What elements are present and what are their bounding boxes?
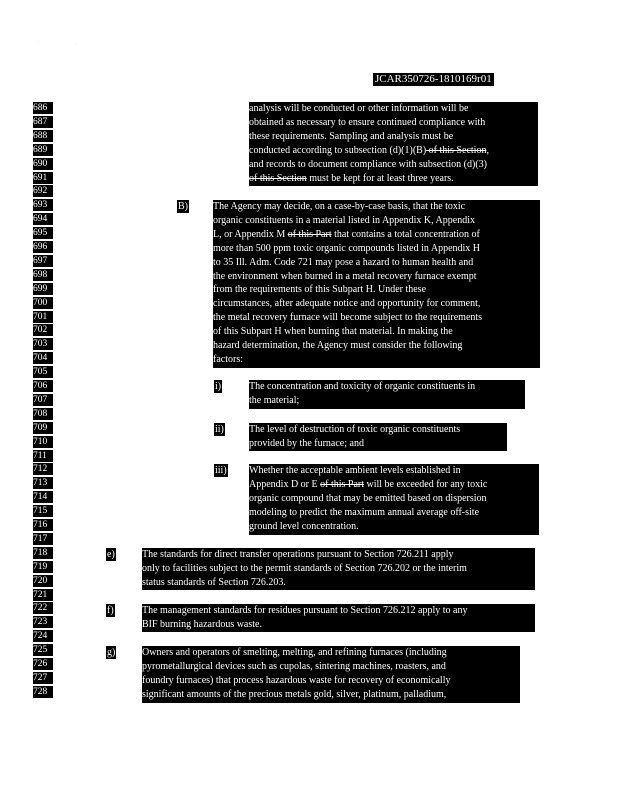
text-line — [213, 228, 540, 242]
line-number: 719 — [33, 561, 53, 573]
text-segment: conducted according to subsection (d)(1)(B) — [249, 144, 427, 156]
document-id-header: JCAR350726-1810169r01 — [375, 73, 492, 85]
text-line — [249, 144, 538, 158]
paragraph-continuation — [249, 102, 538, 186]
text-line: The Agency may decide, on a case-by-case basis, that the toxic — [213, 201, 466, 212]
text-line: obtained as necessary to ensure continued compliance with — [249, 116, 486, 128]
struck-text: of this Part — [320, 478, 364, 490]
line-number: 724 — [33, 630, 53, 642]
item-label-iii: iii) — [215, 465, 227, 476]
paragraph-ii — [249, 423, 507, 451]
line-number: 704 — [33, 352, 53, 364]
text-segment: will be exceeded for any toxic — [364, 478, 488, 490]
line-number: 721 — [33, 589, 53, 601]
paragraph-B — [213, 200, 540, 368]
paragraph-iii — [249, 464, 539, 535]
line-number: 708 — [33, 408, 53, 420]
struck-text: of this Part — [287, 228, 332, 240]
line-number: 717 — [33, 533, 53, 545]
text-line: the environment when burned in a metal recovery furnace exempt — [213, 270, 477, 282]
text-line: organic constituents in a material listed in Appendix K, Appendix — [213, 214, 475, 226]
line-number: 705 — [33, 366, 53, 378]
text-line: hazard determination, the Agency must consider the following — [213, 340, 463, 352]
text-segment: , — [486, 144, 489, 156]
scan-mark: · — [75, 43, 77, 48]
text-line: Owners and operators of smelting, melting, and refining furnaces (including — [142, 647, 447, 658]
text-line — [249, 478, 539, 492]
text-segment: that contains a total concentration of — [331, 228, 480, 240]
line-number: 709 — [33, 422, 53, 434]
line-number: 691 — [33, 172, 53, 184]
text-line: foundry furnaces) that process hazardous waste for recovery of economically — [142, 674, 451, 686]
line-number: 694 — [33, 213, 53, 225]
text-line: status standards of Section 726.203. — [142, 576, 286, 588]
line-number: 728 — [33, 686, 53, 698]
item-label-B: B) — [178, 201, 188, 212]
line-number: 707 — [33, 394, 53, 406]
line-number: 711 — [33, 450, 53, 462]
text-line: modeling to predict the maximum annual average off-site — [249, 506, 480, 518]
text-line: the metal recovery furnace will become subject to the requirements — [213, 312, 483, 324]
text-line: more than 500 ppm toxic organic compounds listed in Appendix H — [213, 242, 481, 254]
item-label-g: g) — [107, 647, 116, 658]
text-line: The concentration and toxicity of organic constituents in — [249, 381, 476, 392]
text-segment: L, or Appendix M — [213, 228, 288, 240]
item-label-e: e) — [107, 549, 115, 560]
text-segment: Appendix D or E — [249, 478, 321, 490]
text-line — [249, 172, 538, 186]
line-number: 702 — [33, 324, 53, 336]
struck-text: of this Section — [249, 172, 307, 184]
text-line: ground level concentration. — [249, 520, 359, 532]
text-line: significant amounts of the precious metals gold, silver, platinum, palladium, — [142, 688, 447, 700]
text-line: to 35 Ill. Adm. Code 721 may pose a hazard to human health and — [213, 256, 474, 268]
text-line: The standards for direct transfer operations pursuant to Section 726.211 apply — [142, 549, 454, 560]
line-number: 714 — [33, 491, 53, 503]
line-number: 686 — [33, 102, 53, 114]
text-line: of this Subpart H when burning that material. In making the — [213, 326, 453, 338]
line-number: 716 — [33, 519, 53, 531]
item-label-ii: ii) — [215, 424, 224, 435]
text-line: and records to document compliance with subsection (d)(3) — [249, 158, 487, 170]
line-number: 695 — [33, 227, 53, 239]
line-number: 722 — [33, 602, 53, 614]
line-number: 701 — [33, 311, 53, 323]
paragraph-i — [249, 380, 525, 409]
line-number: 692 — [33, 185, 53, 197]
text-line: analysis will be conducted or other information will be — [249, 103, 469, 114]
text-segment: must be kept for at least three years. — [306, 172, 454, 184]
text-line: BIF burning hazardous waste. — [142, 618, 262, 630]
line-number: 713 — [33, 477, 53, 489]
line-number: 720 — [33, 575, 53, 587]
text-line: the material; — [249, 394, 300, 406]
line-number: 696 — [33, 241, 53, 253]
text-line: factors: — [213, 353, 243, 365]
line-number: 726 — [33, 658, 53, 670]
line-number: 699 — [33, 283, 53, 295]
item-label-f: f) — [107, 605, 114, 616]
line-number: 697 — [33, 255, 53, 267]
text-line: circumstances, after adequate notice and opportunity for comment, — [213, 298, 481, 310]
line-number: 698 — [33, 269, 53, 281]
text-line: The level of destruction of toxic organic constituents — [249, 424, 461, 435]
line-number: 727 — [33, 672, 53, 684]
line-number: 689 — [33, 144, 53, 156]
text-line: organic compound that may be emitted based on dispersion — [249, 492, 487, 504]
line-number: 688 — [33, 130, 53, 142]
line-number: 725 — [33, 644, 53, 656]
struck-text: of this Section — [426, 144, 487, 156]
line-number: 718 — [33, 547, 53, 559]
line-number: 723 — [33, 616, 53, 628]
line-number: 703 — [33, 338, 53, 350]
paragraph-g — [142, 646, 520, 703]
item-label-i: i) — [215, 381, 222, 392]
paragraph-e — [142, 548, 535, 590]
line-number: 700 — [33, 297, 53, 309]
line-number: 687 — [33, 116, 53, 128]
line-number: 693 — [33, 199, 53, 211]
line-number: 710 — [33, 436, 53, 448]
text-line: these requirements. Sampling and analysis must be — [249, 130, 454, 142]
line-number: 712 — [33, 463, 53, 475]
text-line: only to facilities subject to the permit standards of Section 726.202 or the interim — [142, 562, 467, 574]
line-number: 715 — [33, 505, 53, 517]
text-line: pyrometallurgical devices such as cupolas, sintering machines, roasters, and — [142, 660, 446, 672]
paragraph-f — [142, 604, 535, 632]
text-line: provided by the furnace; and — [249, 437, 364, 449]
text-line: Whether the acceptable ambient levels established in — [249, 465, 461, 476]
scan-mark: · — [38, 40, 40, 45]
text-line: The management standards for residues pursuant to Section 726.212 apply to any — [142, 605, 468, 616]
line-number: 690 — [33, 158, 53, 170]
text-line: from the requirements of this Subpart H. Under these — [213, 284, 427, 296]
line-number: 706 — [33, 380, 53, 392]
